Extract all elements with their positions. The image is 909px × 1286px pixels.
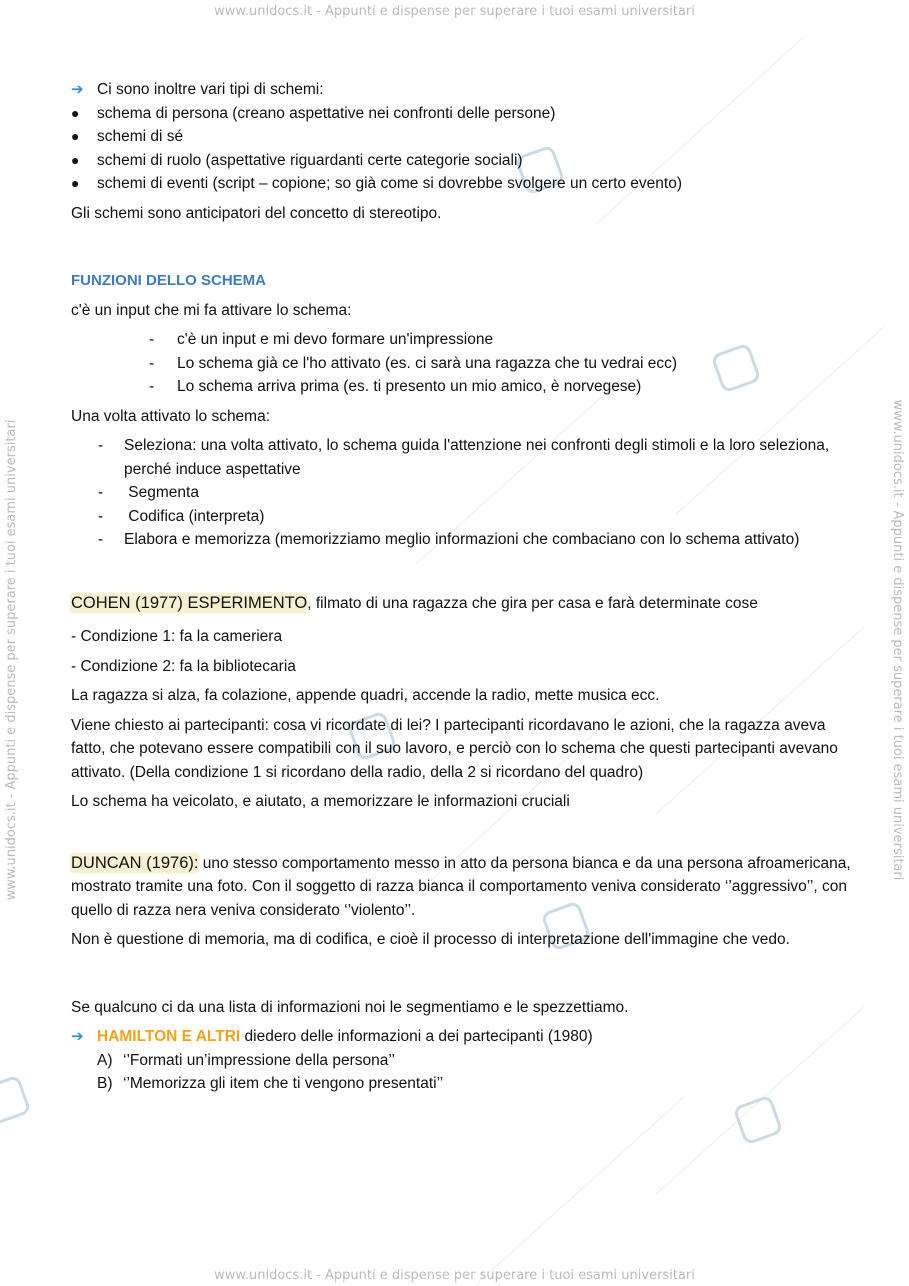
cohen-title-line: COHEN (1977) ESPERIMENTO, filmato di una ragazza che gira per casa e farà determinate cose — [71, 593, 758, 612]
bullet-icon: ● — [71, 151, 80, 168]
list-item: - Lo schema già ce l'ho attivato (es. ci sarà una ragazza che tu vedrai ecc) — [149, 354, 678, 372]
list-item: - Elabora e memorizza (memorizziamo meglio informazioni che combaciano con lo schema attivato) — [98, 531, 800, 548]
list-item: ● schemi di ruolo (aspettative riguardanti certe categorie sociali) — [71, 149, 851, 173]
cohen-cond2: - Condizione 2: fa la bibliotecaria — [71, 657, 296, 675]
arrow-right-icon: ➔ — [71, 81, 84, 98]
list-item: - Codifica (interpreta) — [98, 507, 265, 525]
funzioni-once: Una volta attivato lo schema: — [71, 407, 271, 425]
duncan-p2: Non è questione di memoria, ma di codifica, e cioè il processo di interpretazione dell'immagine che vedo. — [71, 931, 790, 948]
bullet-icon: ● — [71, 128, 80, 144]
watermark-line — [476, 1096, 685, 1284]
schemi-conclusion: Gli schemi sono anticipatori del concetto di stereotipo. — [71, 204, 442, 222]
schemi-intro: ➔ Ci sono inoltre vari tipi di schemi: — [71, 78, 851, 102]
duncan-p1: DUNCAN (1976): uno stesso comportamento messo in atto da persona bianca e da una persona afroamericana, mostrato tramite una foto. Con il soggetto di razza bianca il comportamento veniva considerato ‘’aggressivo’’, con quello di razza nera veniva considerato ‘’violento’’. — [71, 853, 851, 919]
arrow-right-icon: ➔ — [71, 1028, 84, 1045]
cohen-p1: La ragazza si alza, fa colazione, appende quadri, accende la radio, mette musica ecc. — [71, 687, 660, 704]
list-item: B) ‘’Memorizza gli item che ti vengono presentati’’ — [97, 1075, 444, 1092]
cohen-title: COHEN (1977) ESPERIMENTO — [71, 593, 308, 612]
list-item: ● schemi di sé — [71, 125, 851, 149]
hamilton-name: HAMILTON E ALTRI — [97, 1028, 241, 1045]
unidocs-logo-icon — [0, 1074, 32, 1125]
watermark-bottom: www.unidocs.it - Appunti e dispense per superare i tuoi esami universitari — [214, 1268, 695, 1283]
unidocs-logo-icon — [732, 1094, 783, 1145]
list-item: - c'è un input e mi devo formare un'impressione — [149, 331, 494, 348]
bullet-icon: ● — [71, 175, 80, 191]
cohen-cond1: - Condizione 1: fa la cameriera — [71, 628, 283, 645]
list-item: ● schemi di eventi (script – copione; so già come si dovrebbe svolgere un certo evento) — [71, 172, 851, 196]
funzioni-heading: FUNZIONI DELLO SCHEMA — [71, 272, 266, 289]
bullet-icon: ● — [71, 104, 80, 121]
hamilton-line: ➔ HAMILTON E ALTRI diedero delle informazioni a dei partecipanti (1980) — [71, 1025, 851, 1049]
cohen-p3: Lo schema ha veicolato, e aiutato, a memorizzare le informazioni cruciali — [71, 793, 570, 810]
list-item: - Segmenta — [98, 484, 199, 501]
watermark-left: www.unidocs.it - Appunti e dispense per superare i tuoi esami universitari — [4, 419, 19, 901]
list-item: A) ‘’Formati un’impressione della persona’’ — [97, 1051, 395, 1069]
watermark-top: www.unidocs.it - Appunti e dispense per superare i tuoi esami universitari — [214, 4, 695, 19]
funzioni-intro: c'è un input che mi fa attivare lo schema: — [71, 301, 352, 319]
list-item: ● schema di persona (creano aspettative nei confronti delle persone) — [71, 102, 851, 126]
list-item: - Seleziona: una volta attivato, lo schema guida l'attenzione nei confronti degli stimoli e la loro seleziona, perché induce aspettative — [98, 437, 830, 478]
duncan-title: DUNCAN (1976): — [71, 853, 199, 872]
document-body — [71, 78, 851, 1096]
hamilton-intro: Se qualcuno ci da una lista di informazioni noi le segmentiamo e le spezzettiamo. — [71, 998, 629, 1016]
list-item: - Lo schema arriva prima (es. ti presento un mio amico, è norvegese) — [149, 378, 642, 395]
watermark-right: www.unidocs.it - Appunti e dispense per superare i tuoi esami universitari — [890, 399, 905, 881]
cohen-p2: Viene chiesto ai partecipanti: cosa vi ricordate di lei? I partecipanti ricordavano le azioni, che la ragazza aveva fatto, che potevano essere compatibili con il suo lavoro, e perciò con lo schema che questi partecipanti avevano attivato. (Della condizione 1 si ricordano della radio, della 2 si ricordano del quadro) — [71, 716, 838, 781]
